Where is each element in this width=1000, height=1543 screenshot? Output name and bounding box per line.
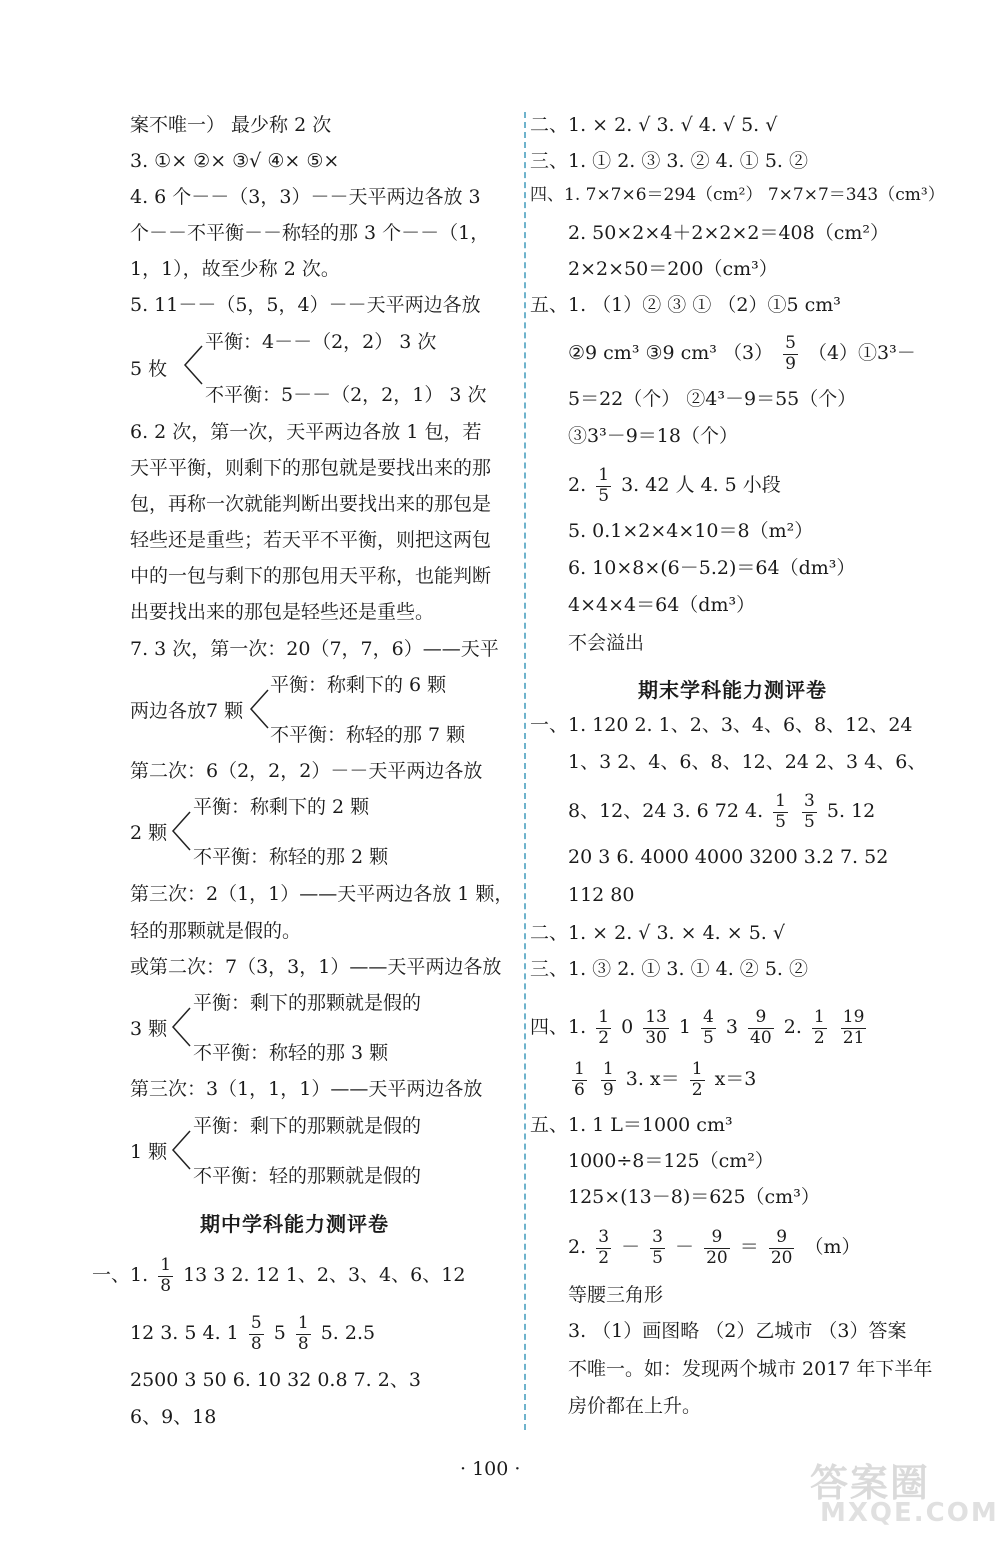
text-line: 一、1. 120 2. 1、2、3、4、6、8、12、24 (530, 714, 913, 736)
branch-bottom: 不平衡：称轻的那 7 颗 (270, 724, 466, 746)
bracket-icon (170, 1129, 192, 1171)
text-line: 7. 3 次，第一次：20（7，7，6）——天平 (130, 638, 499, 660)
text-line: 房价都在上升。 (568, 1395, 702, 1417)
text-line: 2500 3 50 6. 10 32 0.8 7. 2、3 (130, 1369, 421, 1391)
section-title-final: 期末学科能力测评卷 (638, 678, 827, 702)
text-line: 或第二次：7（3，3，1）——天平两边各放 (130, 956, 502, 978)
branch-top: 平衡：剩下的那颗就是假的 (193, 1115, 422, 1137)
text-line: 等腰三角形 (568, 1284, 664, 1306)
branch-bottom: 不平衡：称轻的那 2 颗 (193, 846, 389, 868)
branch-top: 平衡：剩下的那颗就是假的 (193, 992, 422, 1014)
text-line: 1000÷8＝125（cm²） (568, 1150, 774, 1172)
text-line: 125×(13－8)＝625（cm³） (568, 1186, 820, 1208)
text-line: 6. 10×8×(6－5.2)＝64（dm³） (568, 557, 856, 579)
branch-label: 两边各放7 颗 (130, 700, 244, 722)
fraction: $\frac{5}{9}$ (785, 333, 796, 374)
fraction: $\frac{1}{9}$ (602, 1059, 614, 1100)
text-line: ②9 cm³ ③9 cm³ （3） $\frac{5}{9}$ （4）①3³－ (568, 333, 916, 374)
text-line: 轻些还是重些；若天平不平衡，则把这两包 (130, 529, 492, 551)
bracket-icon (248, 688, 270, 730)
fraction: $\frac{1}{5}$ (598, 465, 610, 506)
text-line: 第二次：6（2，2，2）－－天平两边各放 (130, 760, 483, 782)
text-line: 5. 11－－（5，5，4）－－天平两边各放 (130, 294, 481, 316)
text-line: $\frac{1}{6}$ $\frac{1}{9}$ 3. x＝ $\frac{1}{2}$ x＝3 (574, 1059, 757, 1100)
fraction: $\frac{1}{6}$ (574, 1059, 585, 1100)
branch-label: 2 颗 (130, 822, 168, 844)
text-line: 5＝22（个） ②4³－9＝55（个） (568, 388, 857, 410)
text-line: 个－－不平衡－－称轻的那 3 个－－（1， (130, 222, 490, 244)
branch-top: 平衡：4－－（2，2） 3 次 (205, 331, 437, 353)
text-line: ③3³－9＝18（个） (568, 425, 738, 447)
fraction: $\frac{1}{2}$ (813, 1007, 825, 1048)
text-line: 2. $\frac{1}{5}$ 3. 42 人 4. 5 小段 (568, 465, 781, 506)
text-line: 12 3. 5 4. 1 $\frac{5}{8}$ 5 $\frac{1}{8}$ 5. 2.5 (130, 1313, 376, 1354)
bracket-icon (182, 344, 204, 386)
text-line: 不会溢出 (568, 632, 645, 654)
text-line: 2. 50×2×4＋2×2×2＝408（cm²） (568, 222, 890, 244)
fraction: $\frac{4}{5}$ (703, 1007, 714, 1048)
text-line: 5. 0.1×2×4×10＝8（m²） (568, 520, 814, 542)
branch-top: 平衡：称剩下的 6 颗 (270, 674, 447, 696)
text-line: 2. $\frac{3}{2}$ － $\frac{3}{5}$ － $\frac{9}{20}$ ＝ $\frac{9}{20}$ （m） (568, 1227, 861, 1268)
text-line: 6、9、18 (130, 1406, 217, 1428)
text-line: 20 3 6. 4000 4000 3200 3.2 7. 52 (568, 846, 889, 868)
fraction: $\frac{19}{21}$ (842, 1007, 865, 1048)
watermark-url: MXQE.COM (820, 1498, 999, 1528)
section-title-midterm: 期中学科能力测评卷 (200, 1212, 389, 1236)
text-line: 第三次：3（1，1，1）——天平两边各放 (130, 1078, 483, 1100)
text-line: 第三次：2（1，1）——天平两边各放 1 颗， (130, 883, 514, 905)
text-line: 8、12、24 3. 6 72 4. $\frac{1}{5}$ $\frac{3}{5}$ 5. 12 (568, 791, 876, 832)
text-line: 1，1），故至少称 2 次。 (130, 258, 340, 280)
text-line: 112 80 (568, 884, 635, 906)
fraction: $\frac{3}{5}$ (652, 1227, 663, 1268)
fraction: $\frac{9}{40}$ (750, 1007, 772, 1048)
page-number: · 100 · (460, 1458, 521, 1480)
text-line: 3. （1）画图略 （2）乙城市 （3）答案 (568, 1320, 907, 1342)
right-column (520, 0, 1000, 1543)
bracket-icon (170, 810, 192, 852)
text-line: 四、1. 7×7×6＝294（cm²） 7×7×7＝343（cm³） (530, 185, 945, 205)
watermark-text: 答案圈 (810, 1461, 931, 1505)
text-line: 二、1. × 2. √ 3. √ 4. √ 5. √ (530, 114, 778, 136)
text-line: 三、1. ③ 2. ① 3. ① 4. ② 5. ② (530, 958, 808, 980)
text-line: 包，再称一次就能判断出要找出来的那包是 (130, 493, 492, 515)
text-line: 出要找出来的那包是轻些还是重些。 (130, 601, 435, 623)
text-line: 案不唯一） 最少称 2 次 (130, 114, 332, 136)
fraction: $\frac{9}{20}$ (770, 1227, 793, 1268)
fraction: $\frac{9}{20}$ (706, 1227, 728, 1268)
branch-top: 平衡：称剩下的 2 颗 (193, 796, 370, 818)
text-line: 三、1. ① 2. ③ 3. ② 4. ① 5. ② (530, 150, 808, 172)
fraction: $\frac{3}{2}$ (598, 1227, 610, 1268)
branch-bottom: 不平衡：5－－（2，2，1） 3 次 (205, 384, 487, 406)
fraction: $\frac{1}{2}$ (691, 1059, 703, 1100)
text-line: 五、1. 1 L＝1000 cm³ (530, 1114, 733, 1136)
text-line: 4. 6 个－－（3，3）－－天平两边各放 3 (130, 186, 481, 208)
text-line: 中的一包与剩下的那包用天平称，也能判断 (130, 565, 492, 587)
text-line: 3. ①× ②× ③√ ④× ⑤× (130, 150, 340, 172)
text-line: 1、3 2、4、6、8、12、24 2、3 4、6、 (568, 751, 927, 773)
text-line: 五、1. （1）② ③ ① （2）①5 cm³ (530, 294, 841, 316)
fraction: $\frac{1}{8}$ (297, 1313, 309, 1354)
text-line: 二、1. × 2. √ 3. × 4. × 5. √ (530, 922, 785, 944)
branch-bottom: 不平衡：轻的那颗就是假的 (193, 1165, 422, 1187)
text-line: 6. 2 次，第一次，天平两边各放 1 包，若 (130, 421, 482, 443)
fraction: $\frac{1}{5}$ (775, 791, 786, 832)
text-line: 天平平衡，则剩下的那包就是要找出来的那 (130, 457, 492, 479)
text-line: 轻的那颗就是假的。 (130, 920, 302, 942)
fraction: $\frac{3}{5}$ (804, 791, 815, 832)
fraction: $\frac{5}{8}$ (250, 1313, 262, 1354)
branch-bottom: 不平衡：称轻的那 3 颗 (193, 1042, 389, 1064)
branch-label: 5 枚 (130, 358, 168, 380)
text-line: 2×2×50＝200（cm³） (568, 258, 778, 280)
branch-label: 1 颗 (130, 1141, 168, 1163)
text-line: 4×4×4＝64（dm³） (568, 594, 756, 616)
watermark-logo (800, 1452, 999, 1534)
text-line: 四、1. $\frac{1}{2}$ 0 $\frac{13}{30}$ 1 $\frac{4}{5}$ 3 $\frac{9}{40}$ 2. $\frac{1}{2}$ $\frac{19}{21}$ (530, 1007, 865, 1048)
text-line: 不唯一。如：发现两个城市 2017 年下半年 (568, 1358, 933, 1380)
fraction: $\frac{13}{30}$ (645, 1007, 667, 1048)
branch-label: 3 颗 (130, 1018, 168, 1040)
fraction: $\frac{1}{2}$ (598, 1007, 610, 1048)
bracket-icon (170, 1006, 192, 1048)
text-line: 一、1. $\frac{1}{8}$ 13 3 2. 12 1、2、3、4、6、12 (92, 1255, 466, 1296)
fraction: $\frac{1}{8}$ (160, 1255, 172, 1296)
